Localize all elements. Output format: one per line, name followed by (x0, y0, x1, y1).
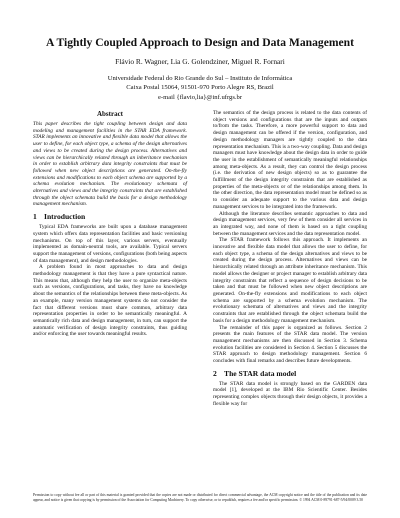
paragraph: The STAR data model is strongly based on the GARDEN data model [1], developed at the IBM Rio Scientific Center. Besides representing complex objects through their design objects, it provides a flexible way for (213, 380, 367, 407)
section-1-number: 1 (33, 212, 37, 222)
affiliation-address: Caixa Postal 15064, 91501-970 Porto Alegre RS, Brazil (126, 84, 274, 92)
section-1-title: Introduction (44, 212, 86, 222)
affiliation-email: e-mail {flavio,lia}@inf.ufrgs.br (157, 93, 243, 101)
abstract-heading: Abstract (96, 110, 124, 118)
paragraph: The semantics of the design process is related to the data contents of object versions and configurations that are the inputs and outputs to/from the tasks. Therefore, a more powerful support to data and design management can be offered if the version, configuration, and design methodology managers are tightly coupled to the data representation mechanism. This is a two-way coupling. Data and design managers must have knowledge about the design data in order to guide the user in the establishment of semantically meaningful relationships among meta-objects. As a result, they can control the design process (i.e. the derivation of new design objects) so as to guarantee the fulfillment of the design integrity constraints that are established as properties of the meta-objects or of the relationships among them. In the other direction, the data representation model must be defined so as to consider an adequate support to the various data and design management services to be integrated into the framework. (213, 110, 367, 210)
paragraph: A problem found in most approaches to data and design methodology management is that they have a pure syntactical nature. This means that, although they help the user to organize meta-objects such as versions, configurations, and tasks, they have no knowledge about the semantics of the relationships between these meta-objects. As an example, many version management systems do not consider the fact that different versions must share common, arbitrary data representation properties in order to be semantically meaningful. A semantically rich data and design management, in turn, can support the automatic verification of design integrity constraints, thus guiding and/or enforcing the user towards meaningful results. (33, 264, 187, 338)
affiliation-block (0, 74, 400, 102)
copyright-footnote: Permission to copy without fee all or part of this material is granted provided that the copies are not made or distributed for direct commercial advantage, the ACM copyright notice and the title of the publication and its date appear, and notice is given that copying is by permission of the Association for Computing Machinery. To copy otherwise, or to republish, requires a fee and/or specific permission. © 1994 ACM 0-89791-687-5/94/0009 3.50 (33, 493, 367, 502)
paragraph: The STAR framework follows this approach. It implements an innovative and flexible data model that allows the user to define, for each object type, a schema of the design alternatives and views to be created during the design process. Alternatives and views can be hierarchically related through an attribute inheritance mechanism. This model allows the designer or project manager to establish arbitrary data integrity constraints that reflect a sequence of design decisions to be taken and that must be followed when new object descriptions are generated. On-the-fly extensions and modifications to each object schema are supported by a schema evolution mechanism. The evolutionary schemata of alternatives and views and the integrity constraints that are established through the object schemata build the basis for a design methodology management mechanism. (213, 237, 367, 324)
left-column (33, 110, 187, 338)
paragraph: Typical EDA frameworks are built upon a database management system which offers data representation facilities and basic versioning mechanisms. On top of this layer, various servers, eventually implemented as domain-neutral tools, are available. Typical servers support the management of versions, configurations (both being aspects of data management), and design methodologies. (33, 224, 187, 264)
paragraph: The remainder of this paper is organized as follows. Section 2 presents the main features of the STAR data model. The version management mechanisms are then discussed in Section 3. Schema evolution facilities are considered in Section 4. Section 5 discusses the STAR approach to design methodology management. Section 6 concludes with final remarks and describes future developments. (213, 324, 367, 365)
paragraph: Although the literature describes semantic approaches to data and design management services, very few of them consider all services in an integrated way, and none of them is based on a tight coupling between the management services and the data representation model. (213, 210, 367, 237)
author-list: Flávio R. Wagner, Lia G. Golendziner, Miguel R. Fornari (115, 57, 285, 66)
section-2-number: 2 (213, 368, 217, 378)
abstract-text: This paper describes the tight coupling between design and data modeling and management facilities in the STAR EDA framework. STAR implements an innovative and flexible data model that allows the user to define, for each object type, a schema of the design alternatives and views to be created during the design process. Alternatives and views can be hierarchically related through an inheritance mechanism in order to establish arbitrary data integrity constraints that must be followed when new object descriptions are generated. On-the-fly extensions and modifications to each object schema are supported by a schema evolution mechanism. The evolutionary schemata of alternatives and views and the integrity constraints that are established through the object schemata build the basis for a design methodology management mechanism. (33, 121, 187, 208)
affiliation-institution: Universidade Federal do Rio Grande do Sul – Instituto de Informática (107, 75, 293, 82)
section-2-heading (213, 369, 367, 378)
section-1-heading (33, 212, 187, 221)
right-column (213, 110, 367, 408)
paper-title: A Tightly Coupled Approach to Design and Data Management (46, 36, 354, 49)
section-2-title: The STAR data model (224, 368, 297, 378)
